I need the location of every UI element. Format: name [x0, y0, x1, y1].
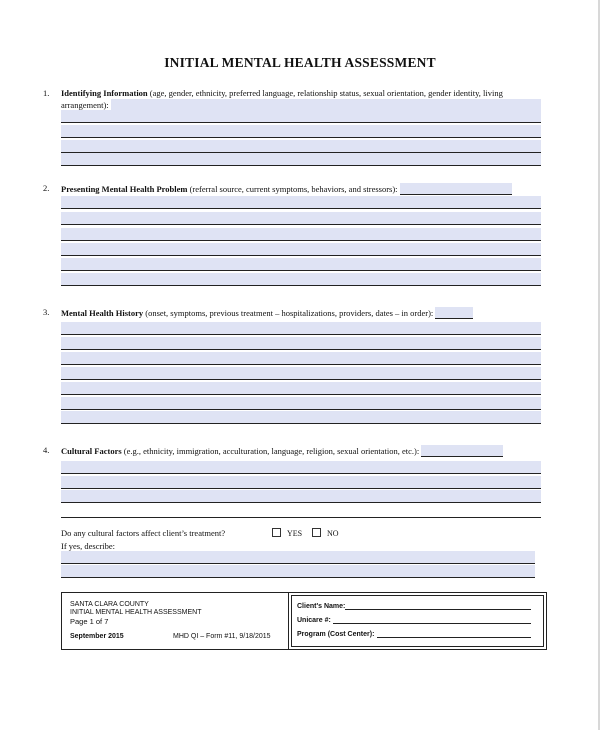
- footer-client-box: [291, 595, 544, 647]
- footer-form-info: [62, 593, 289, 649]
- cultural-question: Do any cultural factors affect client’s treatment?: [61, 528, 226, 538]
- yes-checkbox[interactable]: [272, 528, 281, 537]
- describe-line-2[interactable]: [61, 565, 535, 578]
- history-line-8[interactable]: [61, 411, 541, 424]
- yes-label: YES: [287, 529, 303, 538]
- presenting-problem-line-6[interactable]: [61, 258, 541, 271]
- presenting-problem-line-4[interactable]: [61, 228, 541, 241]
- section-description-cont: arrangement):: [61, 100, 109, 110]
- cultural-line-4[interactable]: [61, 490, 541, 503]
- section-number: 3.: [43, 307, 50, 317]
- cultural-factors-field[interactable]: [421, 445, 503, 457]
- section-description: (e.g., ethnicity, immigration, acculturation, language, religion, sexual orientation, etc.):: [121, 446, 420, 456]
- presenting-problem-line-7[interactable]: [61, 273, 541, 286]
- unicare-label: Unicare #:: [297, 617, 331, 624]
- footer-date: September 2015: [70, 633, 124, 640]
- program-field[interactable]: [377, 629, 531, 638]
- presenting-problem-line-2[interactable]: [61, 196, 541, 209]
- history-line-7[interactable]: [61, 397, 541, 410]
- client-name-label: Client's Name:: [297, 603, 346, 610]
- section-description: (referral source, current symptoms, behaviors, and stressors):: [187, 184, 398, 194]
- describe-line-1[interactable]: [61, 551, 535, 564]
- cultural-line-2[interactable]: [61, 461, 541, 474]
- no-label: NO: [327, 529, 339, 538]
- form-title: INITIAL MENTAL HEALTH ASSESSMENT: [164, 55, 436, 70]
- presenting-problem-line-3[interactable]: [61, 212, 541, 225]
- history-line-5[interactable]: [61, 367, 541, 380]
- section-label: Identifying Information: [61, 88, 148, 98]
- section-number: 2.: [43, 183, 50, 193]
- section-number: 4.: [43, 445, 50, 455]
- mental-health-history-field[interactable]: [435, 307, 473, 319]
- footer-county: SANTA CLARA COUNTY: [70, 601, 149, 608]
- section-label: Cultural Factors: [61, 446, 122, 456]
- footer-page: Page 1 of 7: [70, 617, 109, 626]
- presenting-problem-field[interactable]: [400, 183, 512, 195]
- cultural-line-5[interactable]: [61, 505, 541, 518]
- section-label: Presenting Mental Health Problem: [61, 184, 188, 194]
- section-label: Mental Health History: [61, 308, 144, 318]
- presenting-problem-line-5[interactable]: [61, 243, 541, 256]
- section-number: 1.: [43, 88, 50, 98]
- yes-option[interactable]: [272, 528, 302, 538]
- no-option[interactable]: [312, 528, 339, 538]
- unicare-field[interactable]: [333, 615, 531, 624]
- identifying-info-line-5[interactable]: [61, 153, 541, 166]
- section-description: (age, gender, ethnicity, preferred language, relationship status, sexual orientation, gender identity, living: [147, 88, 503, 98]
- client-name-field[interactable]: [345, 601, 531, 610]
- if-yes-label: If yes, describe:: [61, 541, 116, 551]
- identifying-info-line-3[interactable]: [61, 125, 541, 138]
- footer-form-id: MHD QI – Form #11, 9/18/2015: [173, 633, 271, 640]
- cultural-line-3[interactable]: [61, 476, 541, 489]
- history-line-6[interactable]: [61, 382, 541, 395]
- form-footer: [61, 592, 547, 650]
- program-label: Program (Cost Center):: [297, 631, 375, 638]
- footer-form-title: INITIAL MENTAL HEALTH ASSESSMENT: [70, 609, 202, 616]
- history-line-3[interactable]: [61, 337, 541, 350]
- section-description: (onset, symptoms, previous treatment – hospitalizations, providers, dates – in order):: [143, 308, 434, 318]
- no-checkbox[interactable]: [312, 528, 321, 537]
- history-line-4[interactable]: [61, 352, 541, 365]
- identifying-info-line-4[interactable]: [61, 140, 541, 153]
- identifying-info-line-2[interactable]: [61, 110, 541, 123]
- history-line-2[interactable]: [61, 322, 541, 335]
